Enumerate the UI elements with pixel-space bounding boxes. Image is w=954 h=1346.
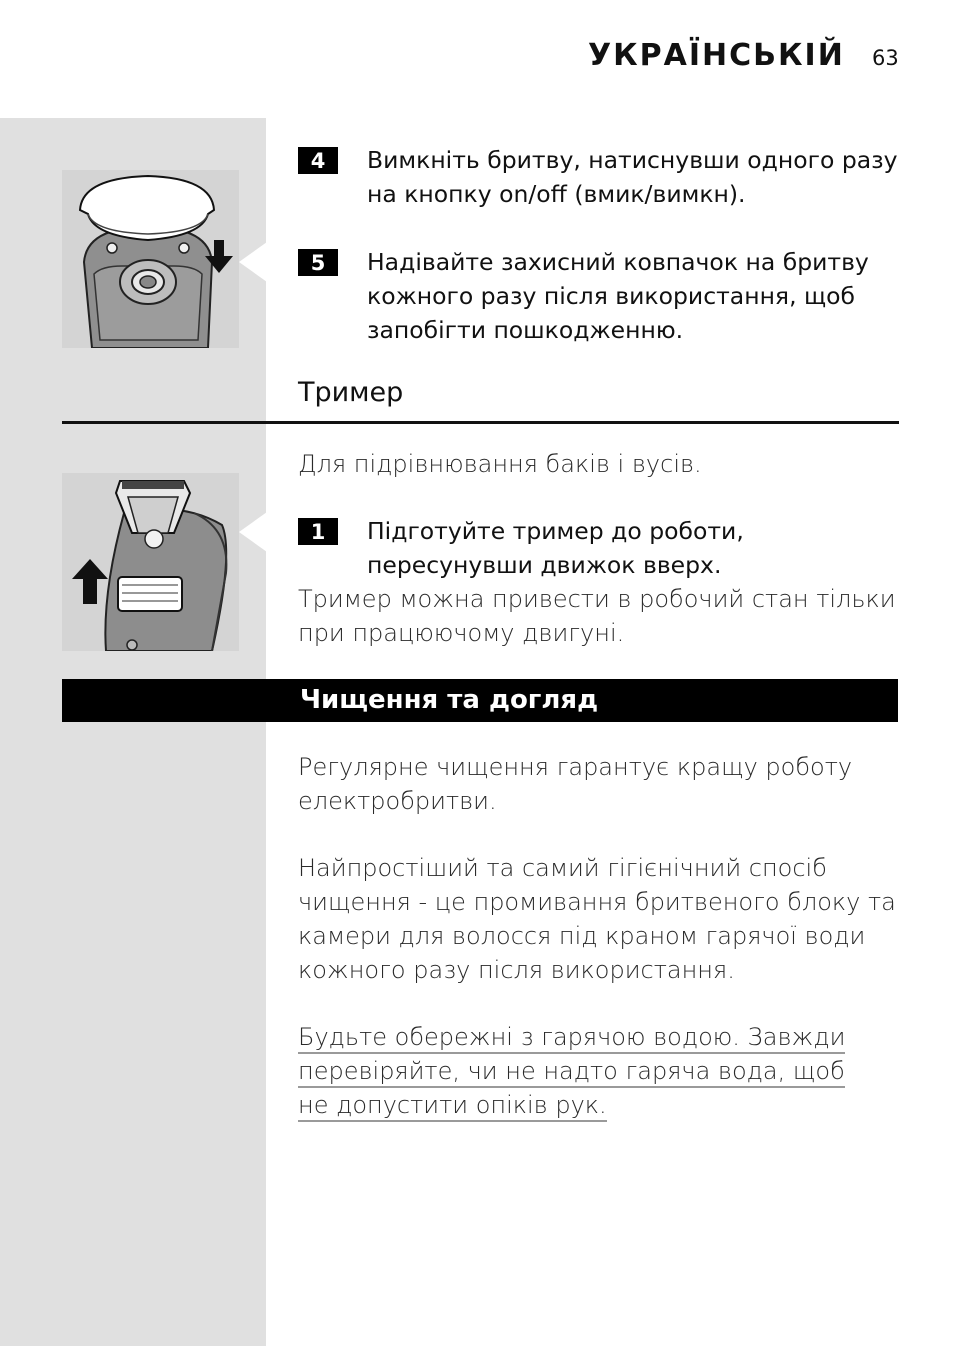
step-text: Надівайте захисний ковпачок на бритву кожного разу після використання, щоб запобігти пошкодженню.	[367, 248, 869, 344]
trimmer-illustration	[62, 473, 239, 651]
page-number: 63	[872, 46, 899, 70]
trimmer-intro: Для підрівнювання баків і вусів.	[298, 450, 702, 478]
cleaning-paragraph-1: Регулярне чищення гарантує кращу роботу електробритви.	[298, 753, 853, 815]
warning-text: Будьте обережні з гарячою водою. Завжди перевіряйте, чи не надто гаряча вода, щоб не допустити опіків рук.	[298, 1023, 845, 1122]
step-text: Вимкніть бритву, натиснувши одного разу на кнопку on/off (вмик/вимкн).	[367, 146, 898, 208]
section-title-cleaning: Чищення та догляд	[300, 685, 599, 715]
illustration-pointer	[239, 512, 267, 552]
arrow-down-icon	[204, 240, 234, 274]
section-rule	[62, 421, 899, 424]
cleaning-paragraph-2: Найпростіший та самий гігієнічний спосіб чищення - це промивання бритвеного блоку та камери для волосся під краном гарячої води кожного разу після використання.	[298, 854, 896, 984]
cleaning-warning	[298, 1020, 878, 1122]
step-number-badge: 4	[298, 147, 338, 174]
section-header-bar	[62, 679, 898, 722]
step-text: Підготуйте тример до роботи, пересунувши движок вверх.	[367, 517, 744, 579]
illustration-pointer	[239, 242, 267, 282]
section-title-trimmer: Тример	[298, 377, 404, 408]
trimmer-note: Тример можна привести в робочий стан тільки при працюючому двигуні.	[298, 585, 896, 647]
step-number-badge: 5	[298, 249, 338, 276]
arrow-up-icon	[70, 559, 110, 605]
shaver-cap-illustration	[62, 170, 239, 348]
step-number-badge: 1	[298, 518, 338, 545]
header-language: УКРАЇНСЬКІЙ	[588, 38, 845, 73]
